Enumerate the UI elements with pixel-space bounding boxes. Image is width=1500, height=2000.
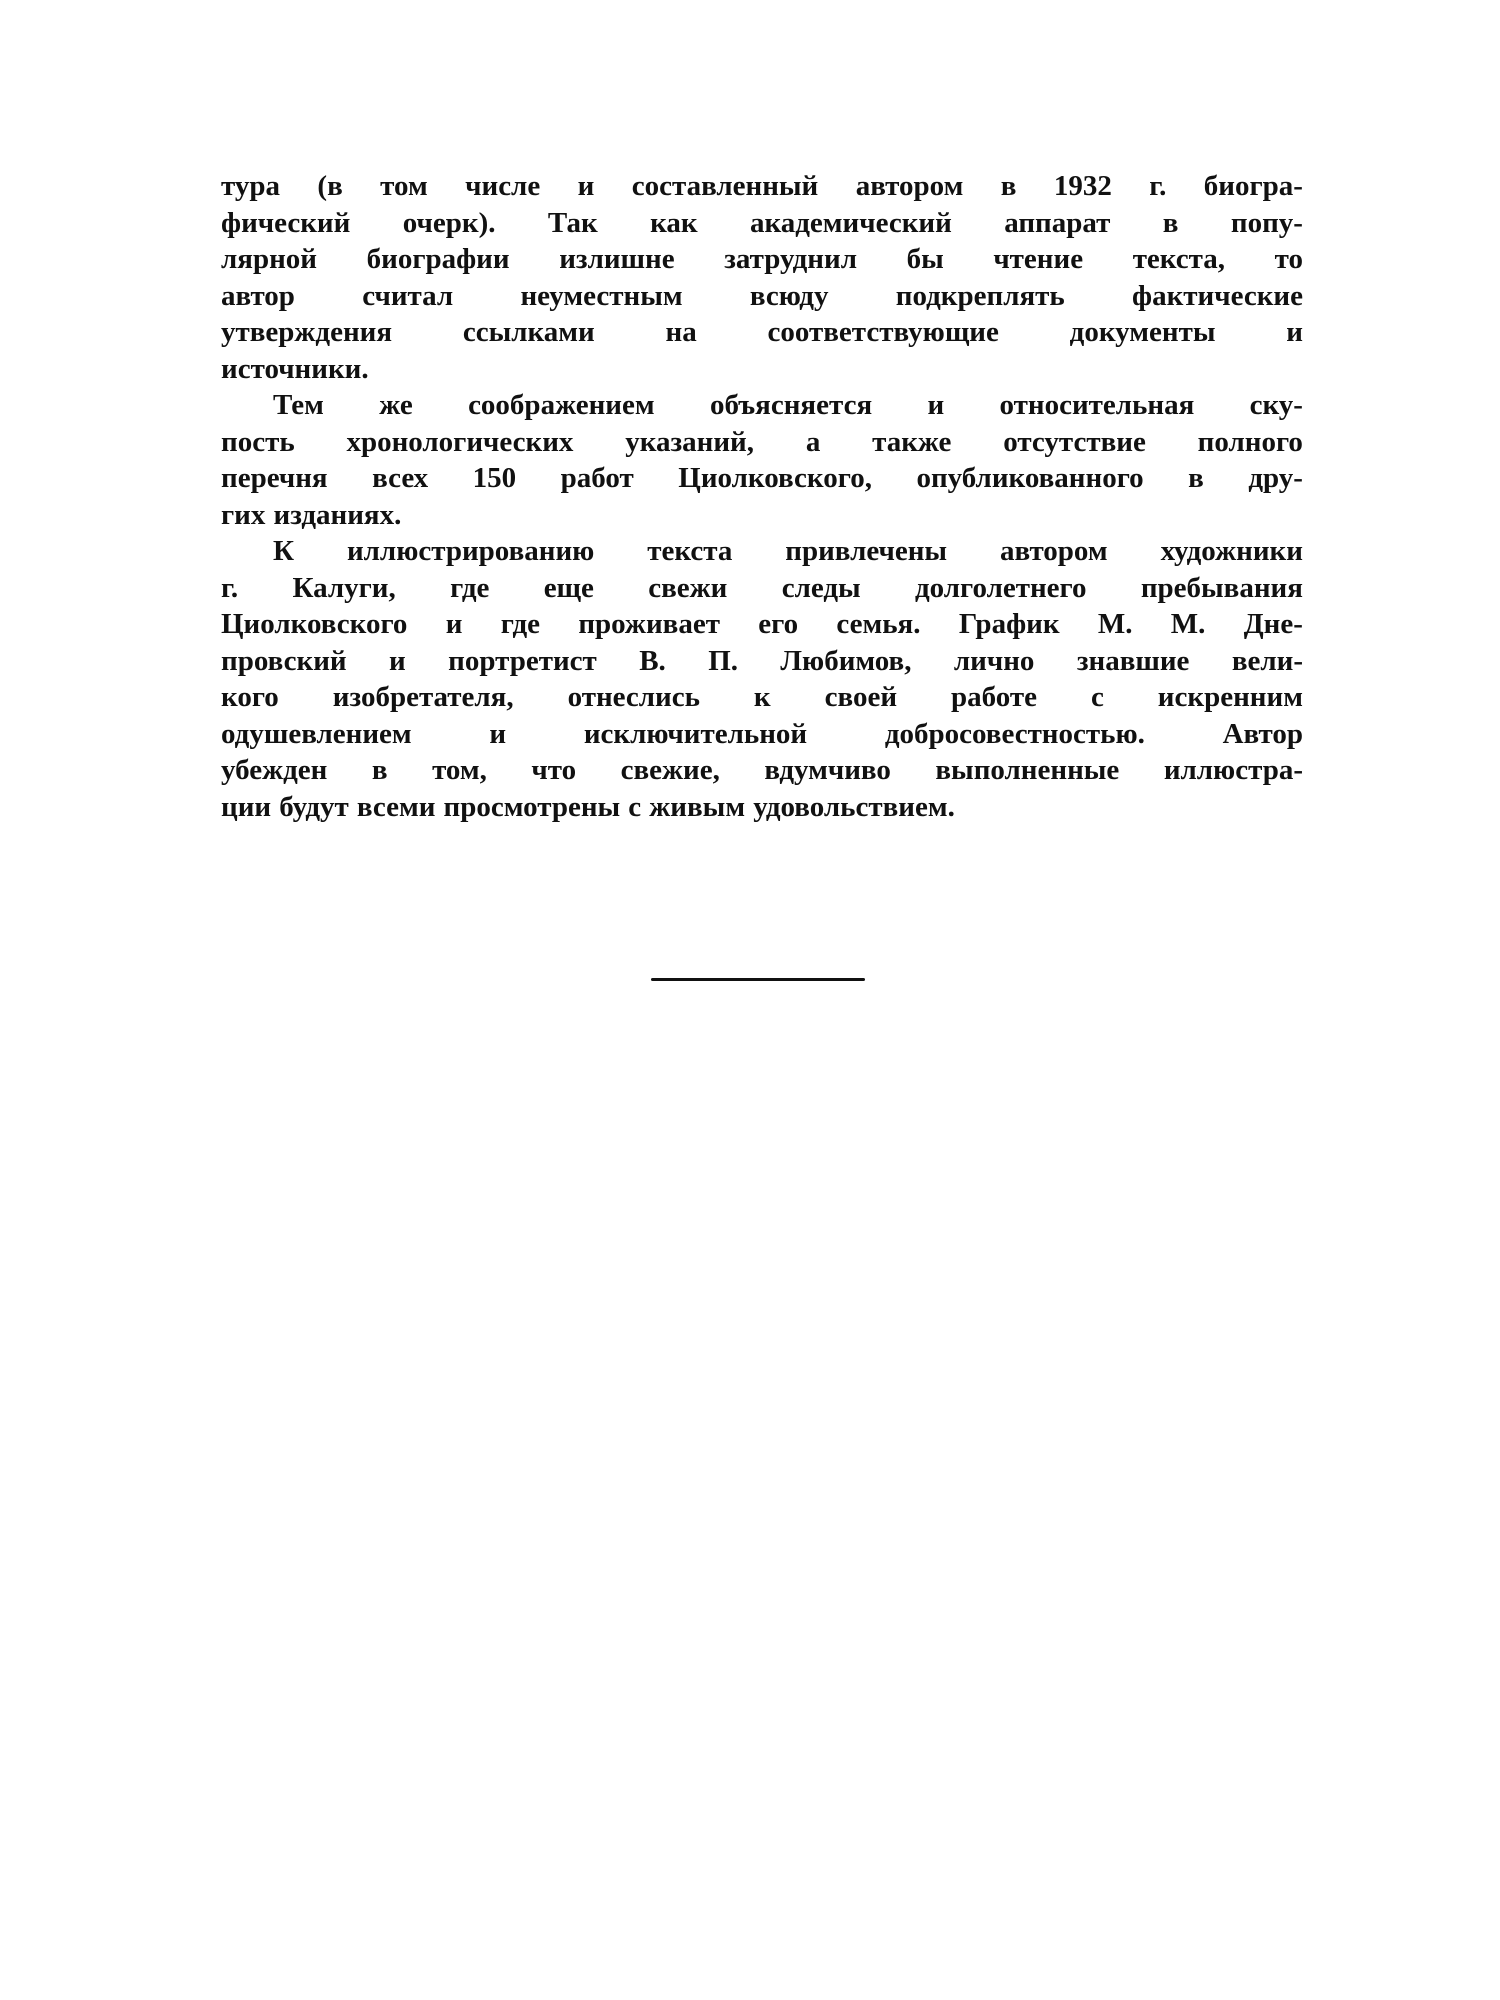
text-line: г. Калуги, где еще свежи следы долголетнего пребывания [221,571,1303,604]
text-line: Тем же соображением объясняется и относительная ску- [273,389,1303,421]
text-line: автор считал неуместным всюду подкреплять фактические [221,279,1303,312]
paragraph-p1 [221,168,1303,387]
text-line: ции будут всеми просмотрены с живым удовольствием. [221,790,955,823]
text-line: тура (в том числе и составленный автором в 1932 г. биогра- [221,170,1303,202]
body-text [221,168,1303,825]
text-line: кого изобретателя, отнеслись к своей работе с искренним [221,681,1303,713]
text-line: перечня всех 150 работ Циолковского, опубликованного в дру- [221,462,1303,494]
text-line: фический очерк). Так как академический аппарат в попу- [221,206,1303,239]
text-line: К иллюстрированию текста привлечены автором художники [273,535,1303,567]
paragraph-p3 [221,533,1303,825]
paragraph-p2 [221,387,1303,533]
text-line: гих изданиях. [221,498,402,531]
text-line: провский и портретист В. П. Любимов, лично знавшие вели- [221,644,1303,677]
text-line: убежден в том, что свежие, вдумчиво выполненные иллюстра- [221,754,1303,786]
text-line: пость хронологических указаний, а также отсутствие полного [221,425,1303,458]
text-line: источники. [221,352,369,385]
text-line: лярной биографии излишне затруднил бы чтение текста, то [221,243,1303,275]
section-divider [651,978,865,981]
text-line: утверждения ссылками на соответствующие документы и [221,316,1303,348]
text-line: Циолковского и где проживает его семья. График М. М. Дне- [221,608,1303,640]
text-line: одушевлением и исключительной добросовестностью. Автор [221,717,1303,750]
